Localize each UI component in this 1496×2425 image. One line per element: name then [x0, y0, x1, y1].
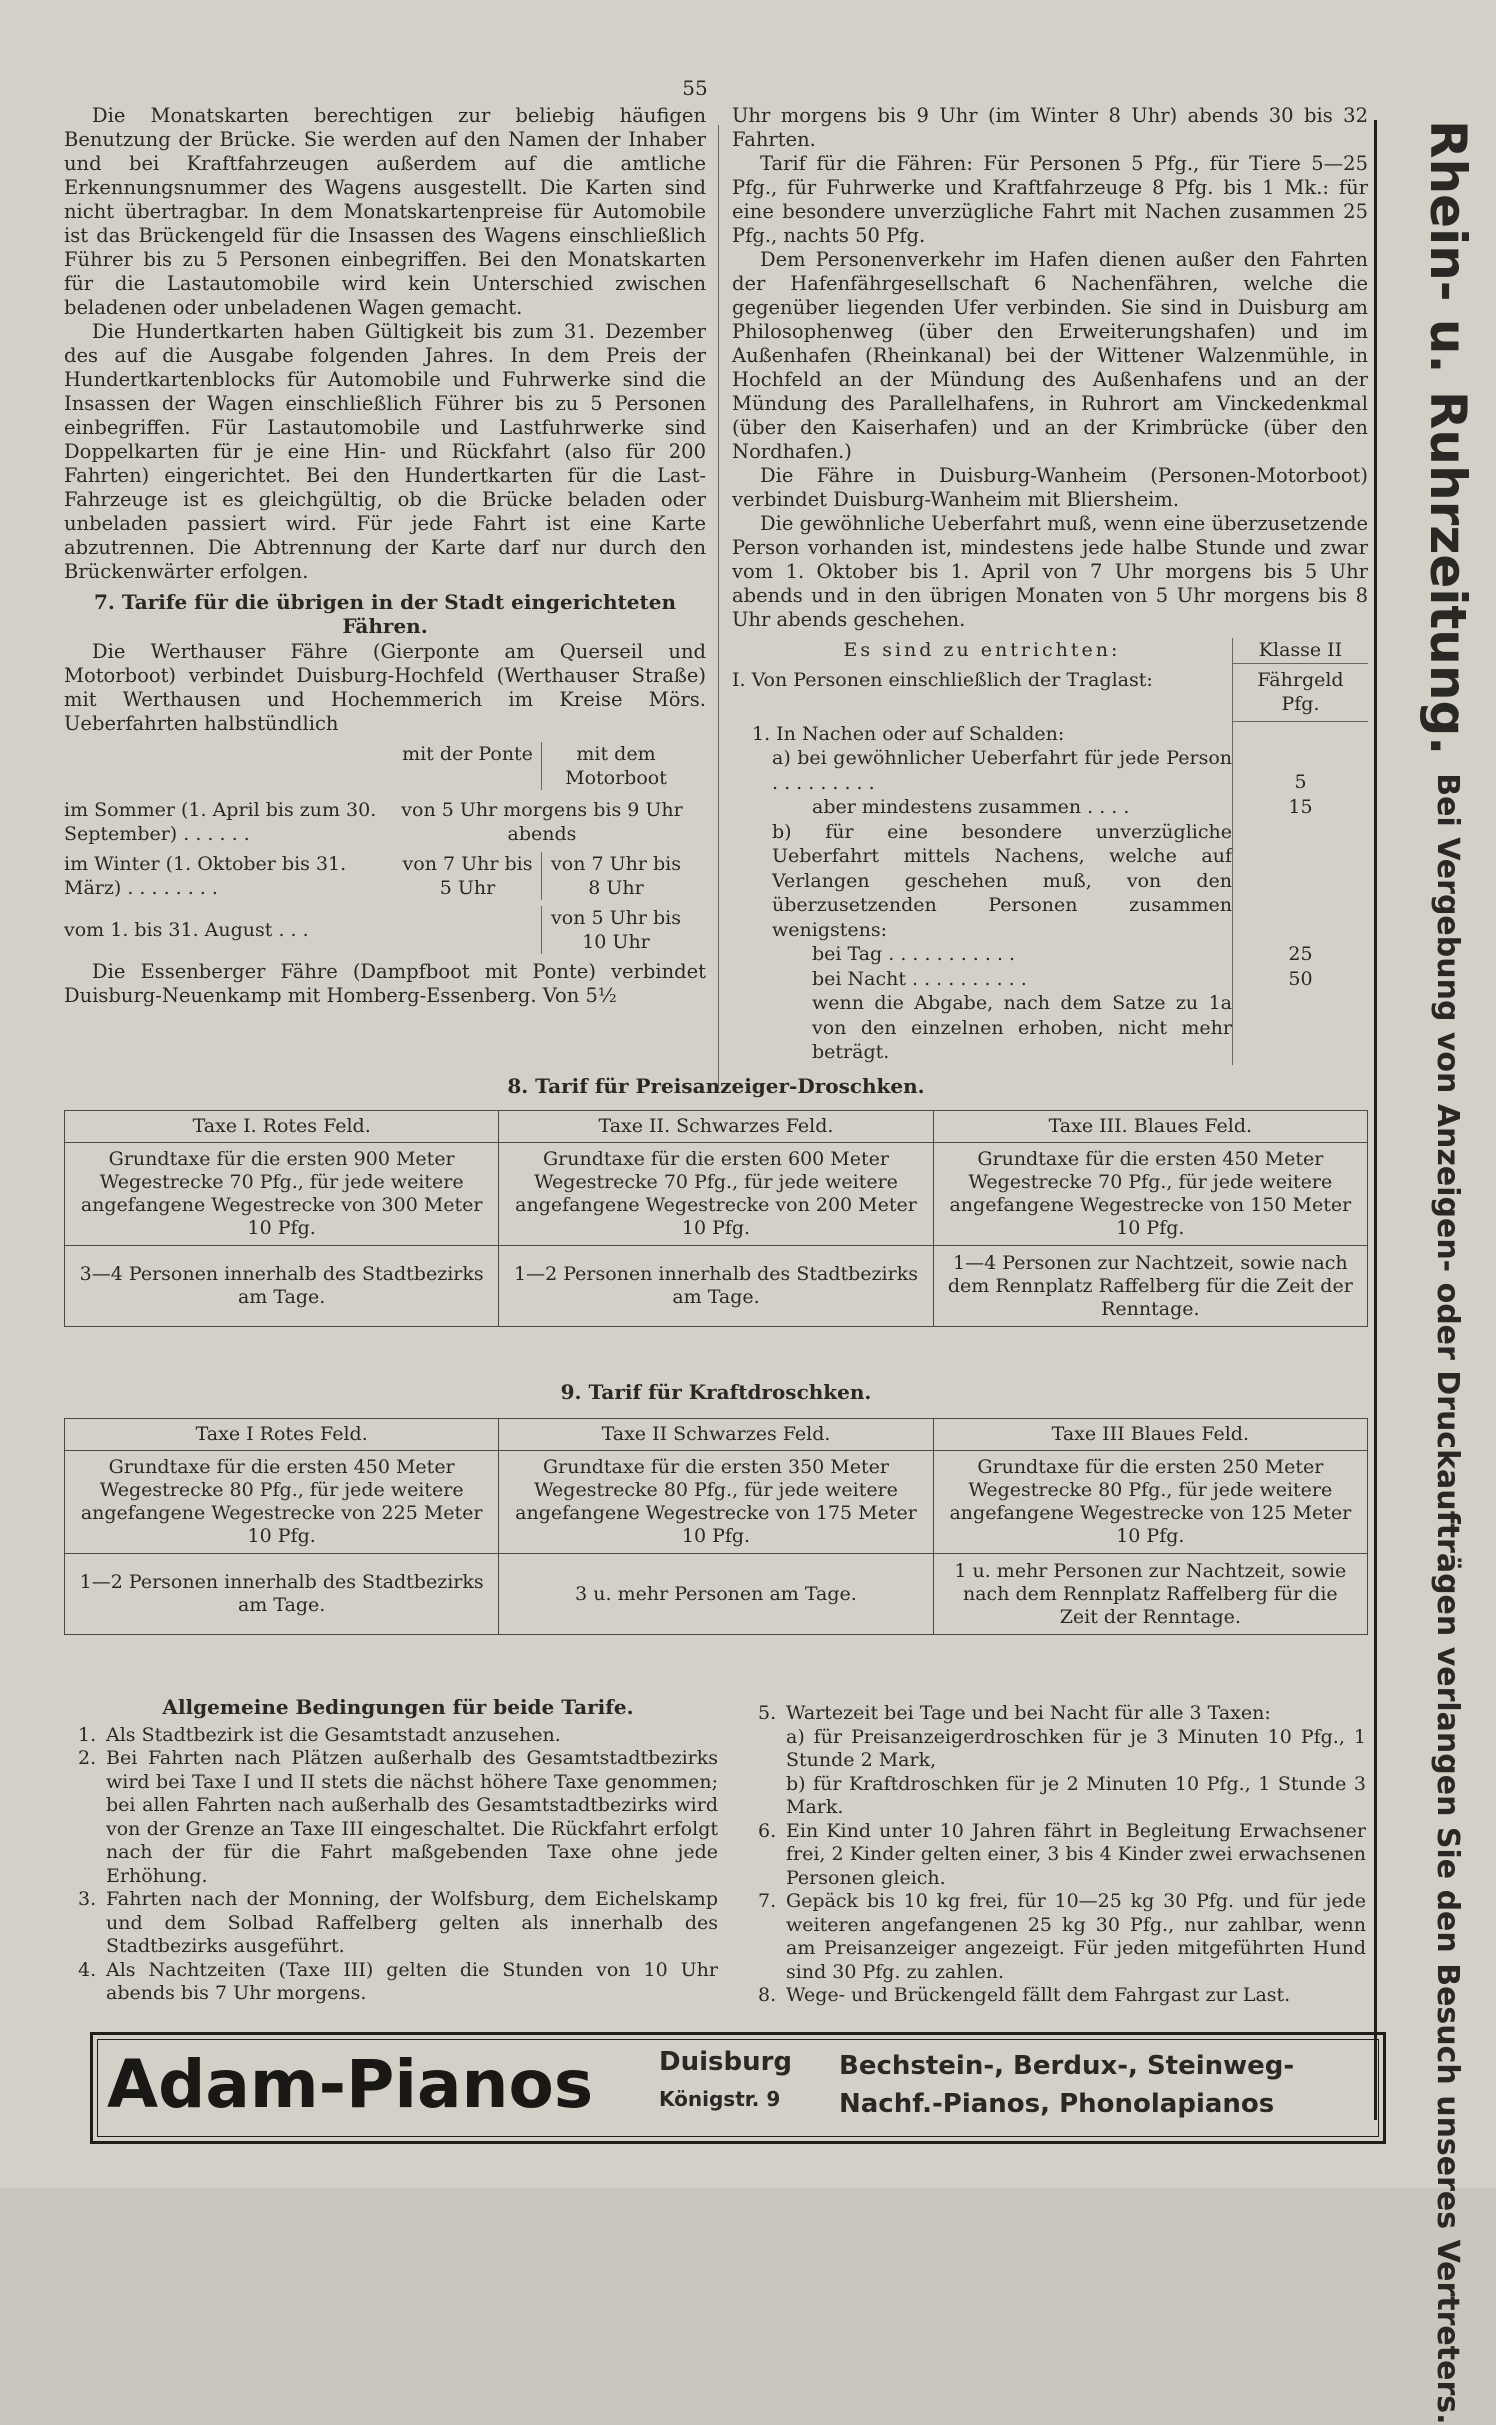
- table-row: [65, 1419, 1368, 1451]
- fee-b3: bei Nacht . . . . . . . . . .: [812, 967, 1027, 990]
- row-winter-label: im Winter (1. Oktober bis 31. März) . . . . . . . .: [64, 853, 347, 899]
- paragraph-wanheim-ferry: Die Fähre in Duisburg-Wanheim (Personen-Motorboot) verbindet Duisburg-Wanheim mit Bliersheim.: [732, 464, 1368, 511]
- row-winter-ponte: von 7 Uhr bis 5 Uhr: [394, 852, 542, 900]
- fee-faehrgeld: Fährgeld Pfg.: [1232, 664, 1368, 722]
- list-item: 6. Ein Kind unter 10 Jahren fährt in Begleitung Erwachsener frei, 2 Kinder gelten einer, 3 bis 4 Kinder zwei erwachsenen Personen gleich.: [758, 1819, 1366, 1889]
- paragraph-trips: Uhr morgens bis 9 Uhr (im Winter 8 Uhr) abends 30 bis 32 Fahrten.: [732, 104, 1368, 151]
- tariff-8-cell: 3—4 Personen innerhalb des Stadtbezirks am Tage.: [65, 1246, 499, 1327]
- ad-piano-brands: [839, 2047, 1294, 2123]
- list-item: 2. Bei Fahrten nach Plätzen außerhalb des Gesamtstadtbezirks wird bei Taxe I und II stets die nächst höhere Taxe genommen; bei allen Fahrten nach außerhalb des Gesamtstadtbezirks wird von der Grenze an Taxe III eingeschaltet. Die Rückfahrt erfolgt nach der für die Fahrt maßgebenden Taxe ohne jede Erhöhung.: [78, 1747, 718, 1887]
- left-column: [64, 104, 706, 1008]
- tariff-8-title: 8. Tarif für Preisanzeiger-Droschken.: [507, 1074, 925, 1098]
- fee-b2-value: 25: [1232, 942, 1368, 967]
- paragraph-ordinary-crossing: Die gewöhnliche Ueberfahrt muß, wenn eine überzusetzende Person vorhanden ist, mindestens jede halbe Stunde und zwar vom 1. Oktober bis 1. April von 7 Uhr morgens bis 5 Uhr abends und in den übrigen Monaten von 5 Uhr morgens bis 8 Uhr abends geschehen.: [732, 512, 1368, 631]
- tariff-8-cell: Grundtaxe für die ersten 600 Meter Wegestrecke 70 Pfg., für jede weitere angefangene Wegestrecke von 200 Meter 10 Pfg.: [499, 1143, 933, 1246]
- tariff-8-cell: 1—4 Personen zur Nachtzeit, sowie nach dem Rennplatz Raffelberg für die Zeit der Renntage.: [933, 1246, 1367, 1327]
- table-row: [65, 1246, 1368, 1327]
- list-item: a) für Preisanzeigerdroschken für je 3 Minuten 10 Pfg., 1 Stunde 2 Mark,: [786, 1725, 1366, 1771]
- newspaper-title: Rhein- u. Ruhrzeitung.: [1419, 120, 1477, 756]
- ferry-fee-table: [732, 638, 1368, 1065]
- ad-line-2: Nachf.-Pianos, Phonolapianos: [839, 2089, 1275, 2119]
- paragraph-monthly-cards: Die Monatskarten berechtigen zur beliebig häufigen Benutzung der Brücke. Sie werden auf den Namen der Inhaber und bei Kraftfahrzeugen außerdem auf die amtliche Erkennungsnummer des Wagens ausgestellt. Die Karten sind nicht übertragbar. In dem Monatskartenpreise für Automobile ist das Brückengeld für die Insassen des Wagens einschließlich Führer bis zu 5 Personen einbegriffen. Bei den Monatskarten für die Lastautomobile wird kein Unterschied zwischen beladenen oder unbeladenen Wagen gemacht.: [64, 104, 706, 319]
- table-row: [65, 1143, 1368, 1246]
- tariff-8-head-1: Taxe I. Rotes Feld.: [65, 1111, 499, 1143]
- tariff-8-head-3: Taxe III. Blaues Feld.: [933, 1111, 1367, 1143]
- tariff-9-head-2: Taxe II Schwarzes Feld.: [499, 1419, 933, 1451]
- right-column: [732, 104, 1368, 1065]
- fee-b3-value: 50: [1232, 967, 1368, 992]
- fee-b2: bei Tag . . . . . . . . . . .: [812, 943, 1016, 965]
- side-banner: [1374, 120, 1477, 2425]
- table-row: [65, 1111, 1368, 1143]
- ad-street: Königstr. 9: [659, 2087, 781, 2111]
- tariff-9-table: [64, 1418, 1368, 1635]
- conditions-title: Allgemeine Bedingungen für beide Tarife.: [162, 1695, 634, 1719]
- tariff-8-cell: 1—2 Personen innerhalb des Stadtbezirks am Tage.: [499, 1246, 933, 1327]
- row-august-motor: von 5 Uhr bis 10 Uhr: [551, 907, 681, 953]
- tariff-9-cell: Grundtaxe für die ersten 250 Meter Wegestrecke 80 Pfg., für jede weitere angefangene Wegestrecke von 125 Meter 10 Pfg.: [933, 1451, 1367, 1554]
- side-banner-note: Bei Vergebung von Anzeigen- oder Druckaufträgen verlangen Sie den Besuch unseres Vertreters.: [1430, 773, 1466, 2425]
- tariff-9-cell: 1—2 Personen innerhalb des Stadtbezirks am Tage.: [65, 1554, 499, 1635]
- row-summer-label: im Sommer (1. April bis zum 30. September) . . . . . .: [64, 799, 377, 845]
- col-ponte: mit der Ponte: [394, 742, 542, 790]
- table-row: [65, 1554, 1368, 1635]
- tariff-9-cell: 3 u. mehr Personen am Tage.: [499, 1554, 933, 1635]
- fee-sub1: 1. In Nachen oder auf Schalden:: [752, 722, 1065, 745]
- tariff-8-head-2: Taxe II. Schwarzes Feld.: [499, 1111, 933, 1143]
- list-item: 1. Als Stadtbezirk ist die Gesamtstadt anzusehen.: [78, 1723, 561, 1746]
- side-banner-text: [1397, 120, 1477, 2425]
- tariff-9-cell: Grundtaxe für die ersten 450 Meter Wegestrecke 80 Pfg., für jede weitere angefangene Wegestrecke von 225 Meter 10 Pfg.: [65, 1451, 499, 1554]
- row-winter-motor: von 7 Uhr bis 8 Uhr: [551, 853, 681, 899]
- paragraph-ferry-tariff: Tarif für die Fähren: Für Personen 5 Pfg., für Tiere 5—25 Pfg., für Fuhrwerke und Kraftfahrzeuge 8 Pfg. bis 1 Mk.: für eine besondere unverzügliche Fahrt mit Nachen zusammen 25 Pfg., nachts 50 Pfg.: [732, 152, 1368, 247]
- ferry-schedule-table: [64, 742, 706, 954]
- paragraph-hundred-cards: Die Hundertkarten haben Gültigkeit bis zum 31. Dezember des auf die Ausgabe folgenden Jahres. In dem Preis der Hundertkartenblocks für Automobile und Fuhrwerke sind die Insassen der Wagen einschließlich Führer bis zu 5 Personen einbegriffen. Für Lastautomobile und Lastfuhrwerke sind Doppelkarten für je eine Hin- und Rückfahrt (also für 200 Fahrten) eingerichtet. Bei den Hundertkarten für die Last-Fahrzeuge ist es gleichgültig, ob die Brücke beladen oder unbeladen passiert wird. Für jede Fahrt ist eine Karte abzutrennen. Die Abtrennung der Karte darf nur durch den Brückenwärter erfolgen.: [64, 320, 706, 583]
- paragraph-essenberger-ferry: Die Essenberger Fähre (Dampfboot mit Ponte) verbindet Duisburg-Neuenkamp mit Homberg-Essenberg. Von 5½: [64, 960, 706, 1007]
- tariff-9-title: 9. Tarif für Kraftdroschken.: [560, 1380, 872, 1404]
- tariff-8-table: [64, 1110, 1368, 1327]
- tariff-9-cell: 1 u. mehr Personen zur Nachtzeit, sowie nach dem Rennplatz Raffelberg für die Zeit der Renntage.: [933, 1554, 1367, 1635]
- row-summer-value: von 5 Uhr morgens bis 9 Uhr abends: [401, 799, 683, 845]
- ad-line-1: Bechstein-, Berdux-, Steinweg-: [839, 2051, 1295, 2081]
- advertisement-box: [90, 2032, 1386, 2144]
- fee-a1-value: 5: [1232, 746, 1368, 795]
- list-item: 8. Wege- und Brückengeld fällt dem Fahrgast zur Last.: [758, 1984, 1291, 2006]
- fee-a2-value: 15: [1232, 795, 1368, 820]
- list-item: b) für Kraftdroschken für je 2 Minuten 10 Pfg., 1 Stunde 3 Mark.: [786, 1772, 1366, 1818]
- conditions-right: [758, 1702, 1366, 2008]
- column-divider: [718, 125, 719, 1090]
- fee-group1: I. Von Personen einschließlich der Traglast:: [732, 668, 1153, 691]
- paragraph-werthauser-ferry: Die Werthauser Fähre (Gierponte am Querseil und Motorboot) verbindet Duisburg-Hochfeld (Werthauser Straße) mit Werthausen und Hochemmerich im Kreise Mörs. Ueberfahrten halbstündlich: [64, 640, 706, 735]
- tariff-9-head-1: Taxe I Rotes Feld.: [65, 1419, 499, 1451]
- ad-city: Duisburg: [659, 2047, 793, 2077]
- fee-a1: a) bei gewöhnlicher Ueberfahrt für jede Person . . . . . . . . .: [772, 747, 1232, 794]
- conditions-left: [78, 1696, 718, 2006]
- list-item: 5. Wartezeit bei Tage und bei Nacht für alle 3 Taxen:: [758, 1702, 1271, 1724]
- tariff-9-head-3: Taxe III Blaues Feld.: [933, 1419, 1367, 1451]
- tariff-9-cell: Grundtaxe für die ersten 350 Meter Wegestrecke 80 Pfg., für jede weitere angefangene Wegestrecke von 175 Meter 10 Pfg.: [499, 1451, 933, 1554]
- ad-brand: Adam-Pianos: [107, 2046, 594, 2123]
- page-number: 55: [682, 76, 708, 100]
- tariff-8-cell: Grundtaxe für die ersten 900 Meter Wegestrecke 70 Pfg., für jede weitere angefangene Wegestrecke von 300 Meter 10 Pfg.: [65, 1143, 499, 1246]
- col-motorboot: mit dem Motorboot: [565, 743, 667, 789]
- tariff-8-cell: Grundtaxe für die ersten 450 Meter Wegestrecke 70 Pfg., für jede weitere angefangene Wegestrecke von 150 Meter 10 Pfg.: [933, 1143, 1367, 1246]
- fee-a2: aber mindestens zusammen . . . .: [812, 796, 1130, 818]
- fee-head: Es sind zu entrichten:: [843, 639, 1121, 661]
- fee-klasse: Klasse II: [1232, 638, 1368, 664]
- row-august-label: vom 1. bis 31. August . . .: [64, 919, 309, 941]
- list-item: 7. Gepäck bis 10 kg frei, für 10—25 kg 30 Pfg. und für jede weiteren angefangenen 25 kg 30 Pfg., nur zahlbar, wenn am Preisanzeiger angezeigt. Für jeden mitgeführten Hund sind 30 Pfg. zu zahlen.: [758, 1890, 1366, 1983]
- paragraph-harbour-ferries: Dem Personenverkehr im Hafen dienen außer den Fahrten der Hafenfährgesellschaft 6 Nachenfähren, welche die gegenüber liegenden Ufer verbinden. Sie sind in Duisburg am Philosophenweg (über den Erweiterungshafen) und im Außenhafen (Rheinkanal) bei der Wittener Walzenmühle, in Hochfeld an der Mündung des Außenhafens und an der Mündung des Parallelhafens, in Ruhrort am Vinckedenkmal (über den Kaiserhafen) und an der Krimbrücke (über den Nordhafen.): [732, 248, 1368, 463]
- section-7-heading: 7. Tarife für die übrigen in der Stadt eingerichteten Fähren.: [93, 590, 676, 638]
- list-item: 3. Fahrten nach der Monning, der Wolfsburg, dem Eichelskamp und dem Solbad Raffelberg gelten als innerhalb des Stadtbezirks ausgeführt.: [78, 1888, 718, 1957]
- fee-b4: wenn die Abgabe, nach dem Satze zu 1a von den einzelnen erhoben, nicht mehr beträgt.: [812, 992, 1232, 1063]
- table-row: [65, 1451, 1368, 1554]
- list-item: 4. Als Nachtzeiten (Taxe III) gelten die Stunden von 10 Uhr abends bis 7 Uhr morgens.: [78, 1958, 718, 2004]
- fee-b1: b) für eine besondere unverzügliche Ueberfahrt mittels Nachens, welche auf Verlangen geschehen muß, von den überzusetzenden Personen zusammen wenigstens:: [772, 820, 1232, 941]
